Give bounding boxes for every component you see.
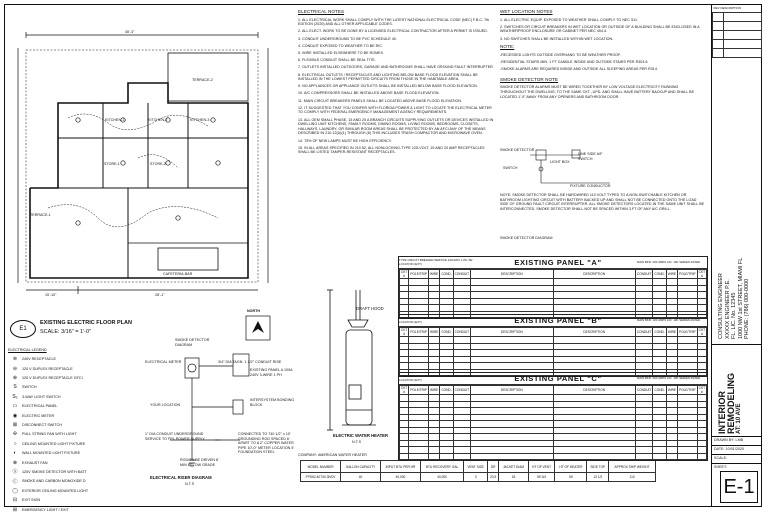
panel-header: POLE/TRIP: [409, 328, 429, 337]
panel-info: TYPE CIRCUIT BREAKER SERVICE 240/120V 1 PH 3W LOCATION (EXT): [399, 374, 473, 382]
panel-info: TYPE CIRCUIT BREAKER SERVICE 240/120V 1 PH 3W LOCATION (EXT): [399, 258, 473, 266]
legend-symbol-icon: ⊠: [12, 422, 18, 429]
panel-header: POLE/TRIP: [678, 328, 698, 337]
sheet-label: SHEET:: [714, 465, 727, 469]
legend-item: [8, 383, 128, 392]
heater-company: COMPANY: AMERICAN WATER HEATER: [298, 453, 367, 457]
panel-main: MAIN BKR: 100 AMPS AIC: 10K SERIES RATED: [637, 317, 701, 322]
panel-title: EXISTING PANEL "B": [514, 316, 602, 325]
panel-header: COND.: [440, 328, 453, 337]
note-item: 15. IN ALL AREAS SPECIFIED IN 210.52, ALL NONLOCKING-TYPE 125-VOLT, 15 AND 20 AMP RECEPTACLES SHALL BE LISTED TAMPER-RESISTANT RECEPTACLES.: [298, 145, 485, 155]
panel-header: WIRE: [428, 386, 439, 395]
legend-label: ELECTRICAL PANEL: [22, 404, 58, 409]
riser-connected-label: CONNECTED TO 740 1/2" x 10' GROUNDING ROD SPACED 6' APART TO A 2" COPPER WATER PIPE 10'-0" METER LOCATION 5' FOUNDATION STEEL: [238, 432, 295, 455]
heater-table-cell: 59 3/4: [528, 473, 555, 482]
revision-table: REV DESCRIPTION: [712, 4, 762, 58]
legend-symbol-icon: ⊗: [12, 459, 18, 466]
wet-location-notes: [500, 10, 705, 102]
riser-service-label: 1" DIA CONDUIT UNDERGROUND SERVICE TO FPL POWER SUPPLY: [145, 432, 205, 441]
panel-schedule: [398, 314, 708, 377]
heater-table-header: APPROX SHIP WEIGHT: [609, 461, 656, 473]
heater-table-header: INPUT BTU PER HR: [380, 461, 420, 473]
panel-header: POLE/TRIP: [678, 386, 698, 395]
panel-header: DESCRIPTION: [471, 270, 553, 279]
smoke-diagram-detector: SMOKE DETECTOR: [500, 148, 535, 152]
note-item: -RESIDENTIAL STAIRS MIN. 1 FT CANDLE INSIDE AND OUTSIDE STAIRS PER R303.6: [500, 59, 648, 64]
note-item: 12. IT SUGGESTED THAT YOU CONFER WITH FLORIDA POWER & LIGHT TO LOCATE THE ELECTRICAL METER TO COMPLY WITH FEDERAL EMERGENCY MANAGEMENT AGENCY REQUIREMENTS.: [298, 105, 492, 115]
riser-rod-label: ROD TO BE DRIVEN 8' MIN BELOW GRADE: [180, 458, 219, 467]
drawn-by: DRAWN BY: LMB: [714, 438, 744, 442]
panel-info: TYPE CIRCUIT BREAKER SERVICE 240/120V 1 PH 3W LOCATION (EXT): [399, 316, 473, 324]
north-label: NORTH: [247, 309, 261, 313]
heater-table-cell: 40,000: [380, 473, 420, 482]
legend-symbol-icon: ▭: [12, 403, 18, 410]
heater-table-cell: 18: [499, 473, 528, 482]
panel-main: MAIN BKR: 200 AMPS AIC: 10K SERIES RATED: [637, 259, 701, 264]
panel-header: CONDUIT: [453, 328, 471, 337]
dim-top: 45'-3": [125, 30, 135, 34]
panel-header: CKT #: [698, 386, 706, 394]
room-label: TERRACE-2: [192, 78, 213, 82]
wet-title: WET LOCATION NOTES: [500, 9, 553, 14]
smoke-note2: NOTE: SMOKE DETECTOR SHALL BE HARDWIRED 110 VOLT TYPED TO A NON-SWITCHABLE KITCHEN OR BATHROOM LIGHTING CIRCUIT WITH BATTERY BACKED UP AND SHALL NOT BE CONNECTED ONTO THE LOAD SIDE OF GROUND FAULT CIRCUIT INTERRUPTER. ALL SMOKE DETECTORS LOCATED IN THE SAME UNIT SHALL BE INTERCONNECTED. SMOKE DETECTOR SHALL NOT BE SPACED WITHIN 3 FT OF ANY A/C GRILL.: [500, 193, 705, 211]
legend-item: [8, 495, 128, 504]
note-item: 8. ELECTRICAL OUTLETS / RECEPTACLES AND LIGHTING BELOW BASE FLOOD ELEVATION SHALL BE INSTALLED IN THE LOWEST PERMITTED CIRCUITS FROM THOSE IN THE HABITABLE AREA.: [298, 72, 478, 82]
panel-header: CONDUIT: [635, 386, 653, 395]
wet-note-title: NOTE:: [500, 44, 515, 50]
panel-header: DESCRIPTION: [553, 328, 635, 337]
panel-header: POLE/TRIP: [409, 270, 429, 279]
legend-symbol-icon: ◉: [12, 412, 18, 419]
panel-main: MAIN BKR: 200 AMPS AIC: 10K SERIES RATED: [637, 375, 701, 380]
heater-table-header: GALLON CAPACITY: [341, 461, 381, 473]
panel-header: DESCRIPTION: [471, 328, 553, 337]
panel-header: CKT #: [401, 386, 408, 394]
heater-table-cell: 23.5: [487, 473, 498, 482]
legend-label: DISCONNECT SWITCH: [22, 423, 62, 428]
heater-table-cell: 3: [464, 473, 488, 482]
panel-header: COND.: [440, 386, 453, 395]
plan-scale: SCALE: 3/16" = 1'-0": [40, 329, 91, 335]
heater-table-cell: 40: [341, 473, 381, 482]
legend-symbol-icon: ◯: [12, 487, 18, 494]
riser-title: ELECTRICAL RISER DIAGRAM: [150, 475, 212, 480]
title-block: [711, 4, 762, 507]
legend-item: [8, 477, 128, 486]
legend-item: [8, 439, 128, 448]
heater-table-header: VENT SIZE: [464, 461, 488, 473]
legend-label: ELECTRIC METER: [22, 413, 55, 418]
panel-header: WIRE: [666, 386, 677, 395]
project-block: INTERIOR REMODELING AT: 10 AVE: [717, 372, 742, 434]
note-item: 9. NO APPLIANCES OR APPLIANCE OUTLETS SHALL BE INSTALLED BELOW BASE FLOOD ELEVATION.: [298, 84, 478, 89]
heater-table-header: BTU RECOVERY GAL: [420, 461, 463, 473]
legend-label: WALL MOUNTED LIGHT FIXTURE: [22, 451, 81, 456]
panel-header: WIRE: [666, 270, 677, 279]
legend-label: PULL STRING FAN WITH LIGHT: [22, 432, 77, 437]
firm-block: CONSULTING ENGINEER XXXXX ENGINEER P.E. FL. LIC. No. 12345 1000 NW 1st STREET, MIAMI FL PHONE: (786) 000-0000: [718, 257, 750, 339]
panel-row: [400, 453, 707, 460]
legend-label: 3-WAY LIGHT SWITCH: [22, 394, 61, 399]
note-item: 1. ALL ELECTRIC EQUIP. EXPOSED TO WEATHER SHALL COMPLY TO NEC 511.: [500, 17, 639, 22]
panel-header: CKT #: [401, 270, 408, 278]
panel-header: DESCRIPTION: [471, 386, 553, 395]
riser-bond-label: INTERSYSTEM BONDING BLOCK: [250, 398, 295, 407]
riser-detector-label: SMOKE DETECTOR DIAGRAM: [175, 338, 210, 347]
draft-hood-label: DRAFT HOOD: [356, 306, 384, 311]
panel-header: CONDUIT: [453, 386, 471, 395]
smoke-diagram-switch: SWITCH: [503, 166, 518, 170]
note-item: 3. NO SWITCHES SHALL BE INSTALLED WITHIN WET LOCATION.: [500, 36, 614, 41]
heater-table-cell: 110: [609, 473, 656, 482]
north-arrow-icon: [245, 315, 271, 341]
legend-item: [8, 458, 128, 467]
riser-location-label: YOUR LOCATION: [150, 403, 181, 407]
riser-panel-label: EXISTING PANEL A 100A 240V 3-WIRE 1 PH: [250, 368, 293, 377]
heater-table-cell: 13 1/2: [587, 473, 609, 482]
legend-symbol-icon: Ⓢ: [12, 469, 18, 476]
plan-tag: E1: [10, 320, 36, 338]
legend-label: 120 V DUPLEX RECEPTACLE: [22, 366, 73, 371]
panel-header: COND.: [440, 270, 453, 279]
room-label: TERRACE-1: [30, 213, 51, 217]
legend-item: [8, 373, 128, 382]
legend-item: [8, 364, 128, 373]
heater-table-header: SIDE TOP: [587, 461, 609, 473]
legend-symbol-icon: ⊕: [12, 375, 18, 382]
heater-table-header: HT OF VENT: [528, 461, 555, 473]
note-item: 10. A/C COMPRESSORS SHALL BE INSTALLED ABOVE BASE FLOOD ELEVATION.: [298, 91, 440, 96]
smoke-text: SMOKE DETECTOR ALARMS MUST BE WIRED TOGETHER BY LOW VOLTAGE ELECTRICITY RUNNING THROUGHOUT THE DWELLING, TO THE SAME CKT., UPD. AND SHALL HAVE BATTERY BACKUP AND SHALL BE LOCATED 1'-0" AWAY FROM ANY OPENERS AND BATHROOM DOOR.: [500, 85, 695, 99]
legend-label: CEILING MOUNTED LIGHT FIXTURE: [22, 441, 86, 446]
dim-bottom-left: 15'-10": [45, 293, 57, 297]
legend-symbol-icon: ✣: [12, 431, 18, 438]
note-item: 2. ALL ELECT. WORK TO BE DONE BY A LICENSED ELECTRICAL CONTRACTOR AFTER A PERMIT IS ISSUED.: [298, 29, 488, 34]
panel-header: CKT #: [401, 328, 408, 336]
note-item: 1. ALL ELECTRICAL WORK SHALL COMPLY WITH THE LATEST NATIONAL ELECTRICAL CODE (NEC) F.B.C. 7th EDITION (2020) AND ALL OTHER APPLICABLE CODES.: [298, 17, 490, 27]
room-label: KITCHEN-2: [148, 118, 168, 122]
dim-bottom-right: 28'-1": [155, 293, 165, 297]
panel-title: EXISTING PANEL "A": [514, 258, 602, 267]
legend-label: EXIT SIGN: [22, 498, 41, 503]
panel-header: COND.: [653, 328, 666, 337]
legend-label: SMOKE AND CARBON MONOXIDE D: [22, 479, 86, 484]
plan-title: EXISTING ELECTRIC FLOOR PLAN: [40, 320, 132, 326]
heater-table-cell: 40,000: [420, 473, 463, 482]
smoke-title: SMOKE DETECTOR NOTE: [500, 76, 559, 82]
scale: SCALE:: [714, 456, 728, 460]
note-item: 3. CONDUIT UNDERGROUND TO BE PVC SCHEDULE 40.: [298, 36, 397, 41]
panel-schedule: [398, 372, 708, 461]
legend-label: EMERGENCY LIGHT / EXIT: [22, 507, 69, 512]
legend-item: [8, 486, 128, 495]
electrical-legend: [8, 348, 128, 514]
note-item: 5. WIRE INSTALLED ELSEWHERE TO BE ROMEX.: [298, 50, 385, 55]
legend-item: [8, 411, 128, 420]
note-item: -RECESSED LIGHTS OUTSIDE OVERHANG TO BE WEATHER PROOF.: [500, 52, 621, 57]
room-label: STORE-2: [150, 162, 166, 166]
legend-label: 120 V DUPLEX RECEPTACLE GFCI: [22, 376, 83, 381]
heater-table-cell: 55: [555, 473, 587, 482]
legend-title: ELECTRICAL LEGEND: [8, 348, 47, 352]
heater-table-header: MODEL NUMBER: [301, 461, 341, 473]
legend-item: [8, 430, 128, 439]
note-item: 2. SWITCHES OR CIRCUIT BREAKERS IN WET LOCATION OR OUTSIDE OF A BUILDING SHALL BE ENCLOSED IN A WEATHERPROOF ENCLOSURE OR CABINET PER NEC 404.4.: [500, 24, 700, 34]
legend-symbol-icon: Ⓒ: [12, 478, 18, 485]
legend-item: [8, 420, 128, 429]
panel-header: DESCRIPTION: [553, 270, 635, 279]
panel-header: WIRE: [428, 328, 439, 337]
panel-title: EXISTING PANEL "C": [514, 374, 602, 383]
heater-table-header: JACKET DIAM: [499, 461, 528, 473]
floor-plan: [8, 8, 290, 308]
room-label: STORE-1: [104, 162, 120, 166]
panel-header: COND.: [653, 270, 666, 279]
legend-label: 120V SMOKE DETECTOR WITH BATT: [22, 469, 87, 474]
panel-header: WIRE: [428, 270, 439, 279]
panel-header: COND.: [653, 386, 666, 395]
notes-title: ELECTRICAL NOTES: [298, 9, 345, 14]
electrical-notes: [298, 10, 496, 158]
legend-label: EXHAUST FAN: [22, 460, 48, 465]
heater-table-header: DR: [487, 461, 498, 473]
panel-header: CONDUIT: [635, 328, 653, 337]
room-label: CAFETERIA-BAR: [163, 272, 193, 276]
smoke-diagram-line: LINE SIDE A/F SWITCH: [578, 152, 603, 161]
legend-item: [8, 355, 128, 364]
note-item: 4. CONDUIT EXPOSED TO WEATHER TO BE RIC.: [298, 43, 384, 48]
legend-item: [8, 402, 128, 411]
legend-symbol-icon: ⊜: [12, 356, 18, 363]
legend-symbol-icon: ◐: [13, 450, 17, 457]
note-item: 14. 75% OF NEW LAMPS MUST BE HIGH EFFICIENCY.: [298, 138, 392, 143]
note-item: 6. FLEXIBLE CONDUIT SHALL BE SEAL TITE.: [298, 58, 376, 63]
panel-header: CONDUIT: [635, 270, 653, 279]
note-item: 11. MAIN CIRCUIT BREAKERS PANELS SHALL BE LOCATED ABOVE BASE FLOOD ELEVATION.: [298, 98, 463, 103]
heater-spec-table: [300, 460, 656, 482]
panel-header: CKT #: [698, 270, 706, 278]
legend-symbol-icon: S₃: [12, 393, 18, 400]
riser-conduit-label: 3/4" DIA TAGN. 1 1/2" CONDUIT RISE: [218, 360, 282, 364]
legend-item: [8, 392, 128, 401]
legend-symbol-icon: S: [13, 384, 17, 391]
legend-item: [8, 505, 128, 514]
legend-item: [8, 449, 128, 458]
heater-title: ELECTRIC WATER HEATER: [333, 433, 388, 438]
heater-subtitle: N.T.S: [352, 440, 362, 444]
panel-header: POLE/TRIP: [678, 270, 698, 279]
legend-symbol-icon: ⊖: [12, 365, 18, 372]
smoke-diagram-fixture: FIXTURE CONDUCTOR: [570, 184, 611, 188]
date: DATE: 10/01/2020: [714, 447, 745, 451]
heater-table-cell: FPD62-40T40-3NOV: [301, 473, 341, 482]
legend-symbol-icon: ⊞: [12, 506, 18, 513]
note-item: 7. OUTLETS INSTALLED OUTDOORS, GARAGE AND BATHROOMS SHALL HAVE GROUND FAULT INTERRUPTER.: [298, 65, 494, 70]
room-label: KITCHEN-3: [190, 118, 210, 122]
legend-label: EXTERIOR CEILING MOUNTED LIGHT: [22, 488, 89, 493]
room-label: KITCHEN-1: [105, 118, 125, 122]
riser-subtitle: N.T.S: [185, 482, 195, 486]
note-item: 13. ALL OEM SMALL PHASE, 15 AND 20 A BRANCH CIRCUITS SUPPLYING OUTLETS OR DEVICES INSTALLED IN DWELLING UNIT KITCHENS, FAMILY ROOMS, DINING ROOMS, LIVING ROOMS, BEDROOMS, CLOSETS, HALLWAYS, LAUNDRY, OR SIMILAR ROOM AREAS SHALL BE PROTECTED BY AN AFCI ANY OF THE MEANS DESCRIBED IN 210.12(A)(1) THROUGH (6) THIS INCLUDES TRASH COMPACTOR AND MICROWAVE OVEN.: [298, 117, 494, 136]
legend-item: [8, 467, 128, 476]
riser-meter-label: ELECTRICAL METER: [145, 360, 182, 364]
note-item: -SMOKE ALARMS ARE REQUIRED INSIDE AND OUTSIDE ALL SLEEPING AREAS PER R314.: [500, 67, 658, 72]
legend-symbol-icon: ○: [13, 440, 17, 447]
panel-header: WIRE: [666, 328, 677, 337]
panel-header: DESCRIPTION: [553, 386, 635, 395]
legend-symbol-icon: ⊟: [12, 497, 18, 504]
panel-header: CONDUIT: [453, 270, 471, 279]
panel-header: CKT #: [698, 328, 706, 336]
legend-label: 240V RECEPTACLE: [22, 357, 56, 362]
smoke-diagram-light: LIGHT BOX: [550, 160, 570, 164]
panel-schedule: [398, 256, 708, 319]
sheet-number: E-1: [720, 471, 758, 503]
smoke-caption: SMOKE DETECTOR DIAGRAM: [500, 236, 553, 240]
panel-header: POLE/TRIP: [409, 386, 429, 395]
heater-table-header: HT OF HEATER: [555, 461, 587, 473]
legend-label: SWITCH: [22, 385, 37, 390]
